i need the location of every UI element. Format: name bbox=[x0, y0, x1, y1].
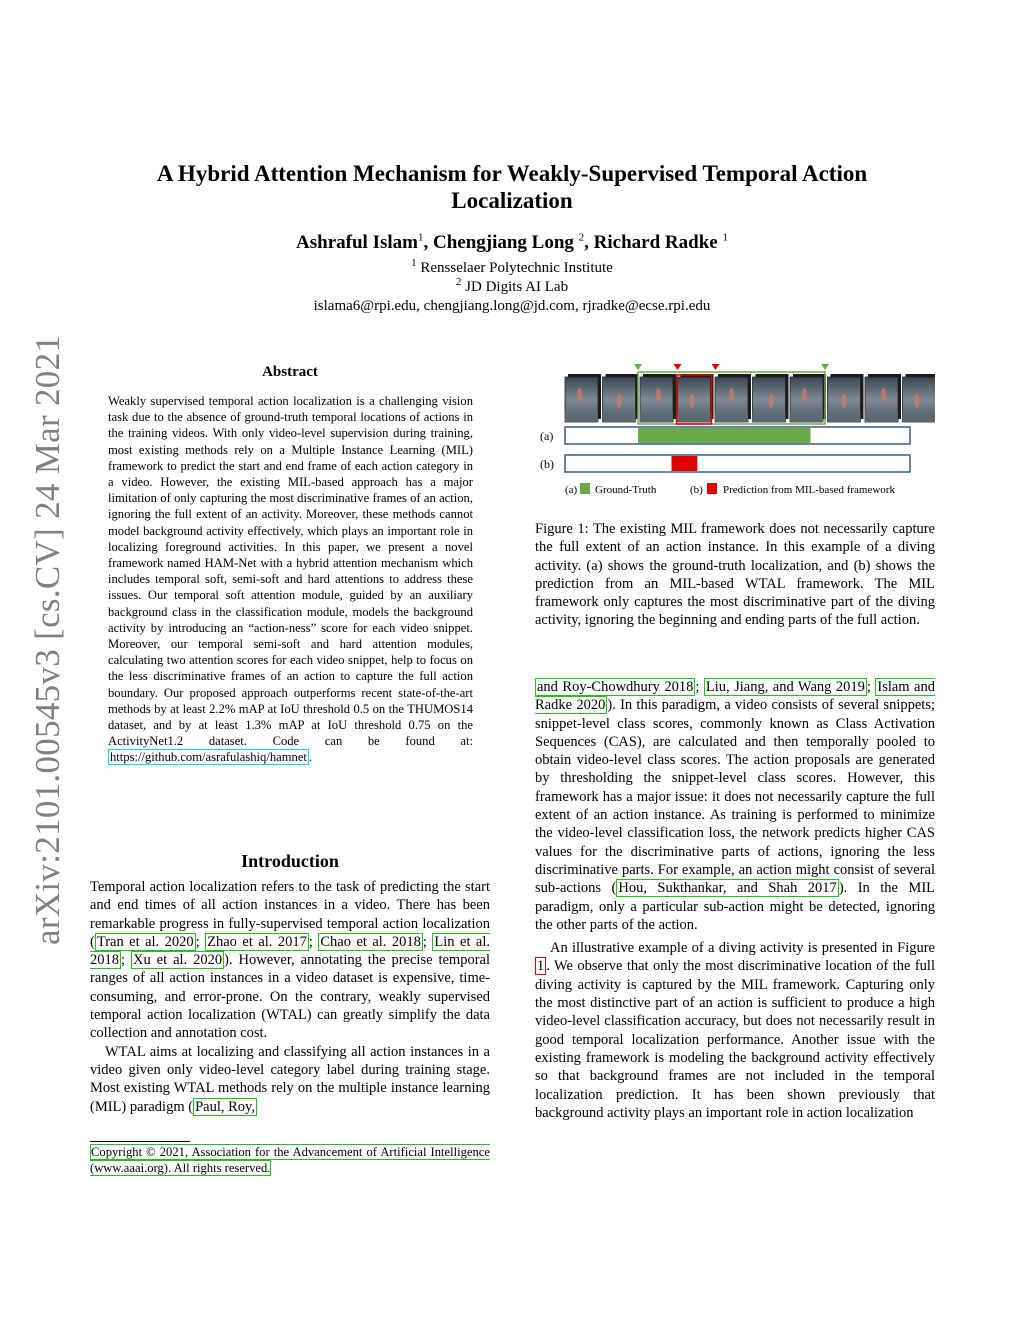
paragraph: Temporal action localization refers to the task of predicting the start and end times of all action instances in a video. There has been remarkable progress in fully-supervised temporal action localization ( Tran et al. 2020 ; Zhao et al. 2017 ; Chao et al. 2018 ; Lin et al. 2018 ; Xu et al. 2020 ). However, annotating the precise temporal ranges of all action instances in a video dataset is expensive, time-consuming, and error-prone. On the contrary, weakly supervised temporal action localization (WTAL) can greatly simplify the data collection and annotation cost. bbox=[90, 879, 491, 1042]
introduction-heading: Introduction bbox=[241, 851, 339, 871]
citation-link[interactable]: Paul, Roy, bbox=[195, 1098, 255, 1115]
code-link[interactable]: https://github.com/asrafulashiq/hamnet bbox=[110, 750, 307, 765]
paper-title: A Hybrid Attention Mechanism for Weakly-Supervised Temporal Action Localization bbox=[156, 161, 868, 213]
timeline-b bbox=[565, 455, 910, 472]
row-a-label: (a) bbox=[540, 429, 554, 443]
legend-ground-truth-swatch bbox=[580, 483, 590, 494]
author-name: Ashraful Islam bbox=[296, 232, 418, 253]
introduction-body bbox=[90, 878, 490, 1116]
legend-prediction-swatch bbox=[707, 483, 717, 494]
diver-figure bbox=[769, 394, 774, 408]
diver-figure bbox=[881, 388, 886, 402]
prediction-start-marker bbox=[674, 364, 682, 370]
ground-truth-end-marker bbox=[821, 364, 829, 370]
video-frame-water bbox=[603, 412, 636, 422]
row-b-label: (b) bbox=[540, 457, 554, 471]
video-frame-water bbox=[678, 412, 711, 422]
diver-figure bbox=[690, 394, 695, 408]
diver-figure bbox=[915, 394, 920, 408]
figure-reference-link[interactable]: 1 bbox=[537, 958, 545, 975]
diver-figure bbox=[617, 394, 622, 408]
citation-link[interactable]: Zhao et al. 2017 bbox=[207, 933, 307, 950]
ground-truth-segment bbox=[638, 428, 811, 443]
affiliation: JD Digits AI Lab bbox=[465, 279, 569, 295]
video-frame-water bbox=[828, 412, 861, 422]
paragraph: An illustrative example of a diving activity is presented in Figure 1 . We observe that only the most discriminative location of the full diving activity is captured by the MIL framework. Capturing only the most distinctive part of an action is sufficient to produce a high video-level classification accuracy, but does not necessarily result in good temporal localization performance. Another issue with the existing framework is modeling the background activity effectively so that background frames are not included in the temporal localization prediction. It has been shown previously that background activity plays an important role in action localization bbox=[535, 940, 935, 1121]
video-frame-water bbox=[790, 412, 823, 422]
citation-link[interactable]: Tran et al. 2020 bbox=[96, 933, 194, 950]
legend-a-prefix: (a) bbox=[565, 484, 578, 496]
diver-figure bbox=[729, 388, 734, 402]
figure-1-caption: Figure 1: The existing MIL framework does not necessarily capture the full extent of an action instance. In this example of a diving activity. (a) shows the ground-truth localization, and (b) shows the prediction from an MIL-based WTAL framework. The MIL framework only captures the most discriminative part of the diving activity, ignoring the beginning and ending parts of the full action. bbox=[535, 521, 935, 629]
legend-b-prefix: (b) bbox=[690, 484, 703, 496]
prediction-end-marker bbox=[712, 364, 720, 370]
arxiv-identifier: arXiv:2101.00545v3 [cs.CV] 24 Mar 2021 bbox=[28, 334, 67, 945]
footnote-rule bbox=[90, 1141, 190, 1142]
video-frame-water bbox=[903, 412, 936, 422]
ground-truth-start-marker bbox=[634, 364, 642, 370]
diver-figure bbox=[842, 394, 847, 408]
affiliations: $^1$ Rensselaer Polytechnic Institute $^2$ JD Digits AI Lab islama6@rpi.edu, chengjiang.long@jd.com, rjradke@ecse.rpi.edu bbox=[120, 259, 904, 316]
citation-link[interactable]: Islam and Radke 2020 bbox=[535, 679, 935, 714]
legend-ground-truth-label: Ground-Truth bbox=[595, 484, 657, 496]
citation-link[interactable]: Chao et al. 2018 bbox=[320, 933, 421, 950]
citation-link[interactable]: Liu, Jiang, and Wang 2019 bbox=[705, 679, 865, 695]
paragraph: WTAL aims at localizing and classifying all action instances in a video given only video-level category label during training stage. Most existing WTAL methods rely on the multiple instance learning (MIL) paradigm ( Paul, Roy, bbox=[90, 1043, 490, 1115]
paragraph: and Roy-Chowdhury 2018 ; Liu, Jiang, and Wang 2019 ; Islam and Radke 2020 ). In this paradigm, a video consists of several snippets; snippet-level class scores, commonly known as Class Activation Sequences (CAS), are calculated and then temporally pooled to obtain video-level class scores. The action proposals are generated by thresholding the snippet-level class scores. However, this framework has a major issue: it does not necessarily capture the full extent of an action instance. As training is performed to minimize the video-level classification loss, the network predicts higher CAS values for the discriminative parts of actions, ignoring the less discriminative parts. For example, an action might consist of several sub-actions ( Hou, Sukthankar, and Shah 2017 ). In the MIL paradigm, only a particular sub-action might be detected, ignoring the other parts of the action. bbox=[535, 679, 936, 933]
video-frame-water bbox=[753, 412, 786, 422]
affiliation: Rensselaer Polytechnic Institute bbox=[420, 260, 613, 276]
author-list: Ashraful Islam$^1$, Chengjiang Long $^2$, Richard Radke $^1$ bbox=[296, 231, 728, 253]
abstract-heading: Abstract bbox=[262, 364, 318, 380]
diver-figure bbox=[577, 388, 582, 402]
legend-prediction-label: Prediction from MIL-based framework bbox=[723, 484, 895, 496]
video-frame-water bbox=[640, 412, 673, 422]
diver-figure bbox=[802, 388, 807, 402]
prediction-segment bbox=[672, 456, 698, 471]
abstract-body: Weakly supervised temporal action localization is a challenging vision task due to the absence of ground-truth temporal locations of actions in the training videos. With only video-level supervision during training, most existing methods rely on a Multiple Instance Learning (MIL) framework to predict the start and end frame of each action category in a video. However, the existing MIL-based approach has a major limitation of only capturing the most discriminative frames of an action, ignoring the full extent of an activity. Moreover, these methods cannot model background activity effectively, which plays an important role in localizing foreground activities. In this paper, we present a novel framework named HAM-Net with a hybrid attention mechanism which includes temporal soft, semi-soft and hard attentions to address these issues. Our temporal soft attention module, guided by an auxiliary background class in the classification module, models the background activity by introducing an “action-ness” score for each video snippet. Moreover, our temporal semi-soft and hard attention modules, calculating two attention scores for each video snippet, help to focus on the less discriminative frames of an action to capture the full action boundary. Our proposed approach outperforms recent state-of-the-art methods by at least 2.2% mAP at IoU threshold 0.5 on the THUMOS14 dataset, and by at least 1.3% mAP at IoU threshold 0.75 on the ActivityNet1.2 dataset. Code can be found at: https://github.com/asrafulashiq/hamnet . bbox=[108, 394, 473, 765]
citation-link[interactable]: Hou, Sukthankar, and Shah 2017 bbox=[618, 880, 837, 897]
citation-link[interactable]: and Roy-Chowdhury 2018 bbox=[537, 679, 694, 695]
citation-link[interactable]: Lin et al. 2018 bbox=[90, 933, 491, 969]
figure-1 bbox=[535, 362, 935, 502]
video-frame-water bbox=[865, 412, 898, 422]
author-name: Richard Radke bbox=[593, 232, 718, 253]
author-emails: islama6@rpi.edu, chengjiang.long@jd.com, rjradke@ecse.rpi.edu bbox=[313, 298, 711, 314]
video-frame-water bbox=[565, 412, 598, 422]
author-name: Chengjiang Long bbox=[432, 232, 574, 253]
citation-link[interactable]: Xu et al. 2020 bbox=[132, 952, 223, 969]
copyright-footnote: Copyright © 2021, Association for the Advancement of Artificial Intelligence (www.aaai.org). All rights reserved. bbox=[90, 1145, 490, 1175]
video-frame-water bbox=[715, 412, 748, 422]
diver-figure bbox=[656, 388, 661, 402]
right-column-body bbox=[535, 678, 935, 1122]
